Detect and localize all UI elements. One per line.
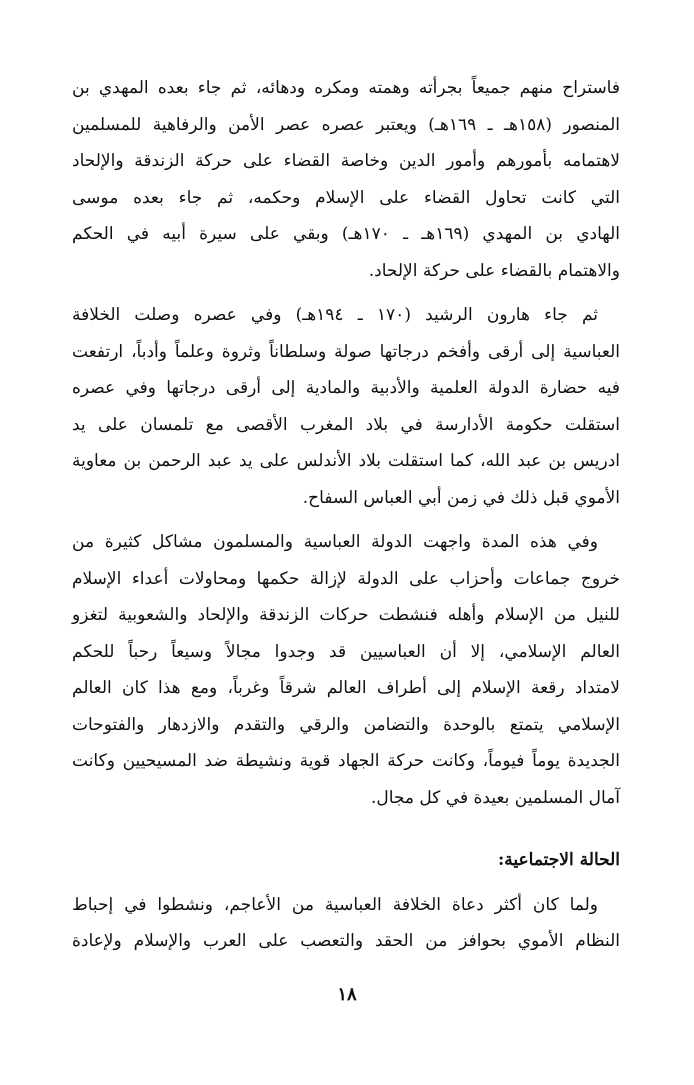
section-heading: الحالة الاجتماعية:	[498, 850, 620, 870]
page-number: ١٨	[337, 984, 357, 1005]
text-line: الإسلامي يتمتع بالوحدة والتضامن والرقي والتقدم والازدهار والفتوحات	[72, 714, 620, 735]
paragraph-4	[72, 887, 620, 960]
page-body	[72, 70, 620, 960]
text-line: لاهتمامه بأمورهم وأمور الدين وخاصة القضاء على حركة الزندقة والإلحاد	[72, 151, 620, 171]
paragraph-1	[72, 70, 620, 289]
text-line: ولما كان أكثر دعاة الخلافة العباسية من الأعاجم، ونشطوا في إحباط	[72, 894, 598, 915]
paragraph-spacer	[72, 879, 620, 887]
text-line: وفي هذه المدة واجهت الدولة العباسية والمسلمون مشاكل كثيرة من	[72, 532, 598, 552]
text-line: الأموي قبل ذلك في زمن أبي العباس السفاح.	[302, 487, 620, 508]
text-line: التي كانت تحاول القضاء على الإسلام وحكمه، ثم جاء بعده موسى	[72, 187, 620, 208]
text-line: الجديدة يوماً فيوماً، وكانت حركة الجهاد قوية ونشيطة ضد المسيحيين وكانت	[72, 751, 620, 771]
section-spacer	[72, 816, 620, 842]
text-line: الهادي بن المهدي (١٦٩هـ ـ ١٧٠هـ) وبقي على سيرة أبيه في الحكم	[72, 224, 621, 244]
text-line: فيه حضارة الدولة العلمية والأدبية والمادية إلى أرقى درجاتها وفي عصره	[72, 378, 620, 398]
text-line: لامتداد رقعة الإسلام إلى أطراف العالم شرقاً وغرباً، ومع هذا كان العالم	[72, 678, 620, 698]
text-line: آمال المسلمين بعيدة في كل مجال.	[371, 787, 620, 808]
paragraph-3	[72, 524, 620, 816]
text-line: استقلت حكومة الأدارسة في بلاد المغرب الأقصى مع تلمسان على يد	[72, 414, 620, 435]
text-line: ثم جاء هارون الرشيد (١٧٠ ـ ١٩٤هـ) وفي عصره وصلت الخلافة	[72, 305, 598, 325]
text-line: والاهتمام بالقضاء على حركة الإلحاد.	[368, 260, 620, 281]
text-line: العالم الإسلامي، إلا أن العباسيين قد وجدوا مجالاً وسيعاً رحباً للحكم	[72, 641, 620, 662]
text-line: للنيل من الإسلام وأهله فنشطت حركات الزندقة والإلحاد والشعوبية لتغزو	[72, 605, 620, 625]
text-line: خروج جماعات وأحزاب على الدولة لإزالة حكمها ومحاولات أعداء الإسلام	[72, 568, 620, 589]
text-line: ادريس بن عبد الله، كما استقلت بلاد الأندلس على يد عبد الرحمن بن معاوية	[72, 451, 620, 471]
paragraph-2	[72, 297, 620, 516]
paragraph-spacer	[72, 516, 620, 524]
text-line: النظام الأموي بحوافز من الحقد والتعصب على العرب والإسلام ولإعادة	[72, 931, 620, 951]
text-line: المنصور (١٥٨هـ ـ ١٦٩هـ) ويعتبر عصره عصر الأمن والرفاهية للمسلمين	[72, 114, 620, 135]
paragraph-spacer	[72, 289, 620, 297]
text-line: العباسية إلى أرقى وأفخم درجاتها صولة وسلطاناً وثروة وعلماً وأدباً، ارتفعت	[72, 341, 620, 362]
text-line: فاستراح منهم جميعاً بجرأته وهمته ومكره ودهائه، ثم جاء بعده المهدي بن	[72, 78, 620, 98]
